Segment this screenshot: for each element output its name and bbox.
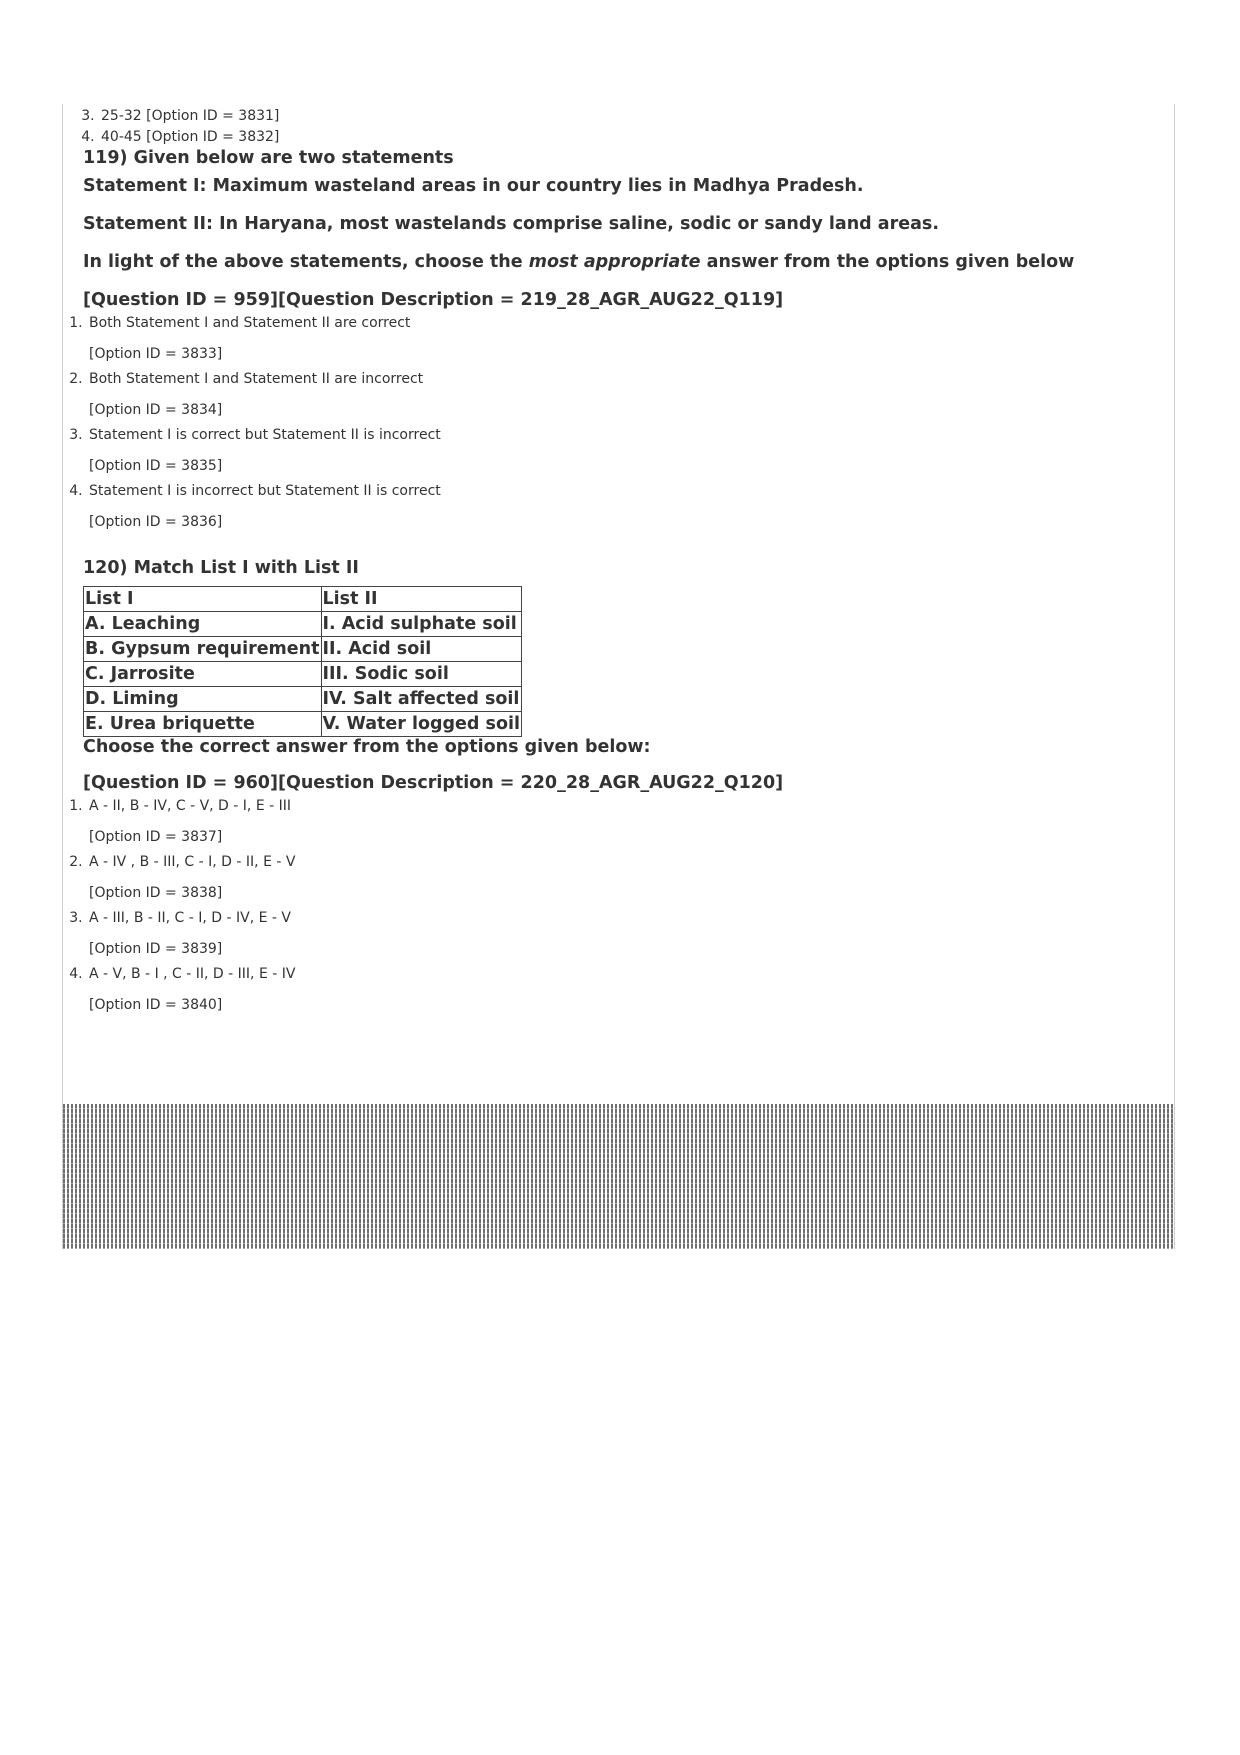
- table-header-cell: List I: [84, 587, 322, 612]
- table-row: [84, 612, 522, 637]
- option-item: [87, 312, 1174, 368]
- option-text: 2. Both Statement I and Statement II are incorrect: [89, 371, 424, 387]
- option-text: 3. A - III, B - II, C - I, D - IV, E - V: [89, 910, 292, 926]
- option-id: [Option ID = 3835]: [89, 458, 223, 474]
- table-cell: D. Liming: [84, 687, 322, 712]
- option-item: [87, 907, 1174, 963]
- question-title: 119) Given below are two statements: [83, 148, 454, 168]
- question-id: [Question ID = 960][Question Description = 220_28_AGR_AUG22_Q120]: [83, 773, 784, 793]
- option-text: 1. A - II, B - IV, C - V, D - I, E - III: [89, 798, 292, 814]
- instruction-text-end: answer from the options given below: [700, 252, 1075, 272]
- option-id: [Option ID = 3836]: [89, 514, 223, 530]
- table-cell: A. Leaching: [84, 612, 322, 637]
- option-text: 25-32 [Option ID = 3831]: [101, 108, 280, 124]
- previous-question-options: [75, 106, 1174, 148]
- option-text: 4. Statement I is incorrect but Statement II is correct: [89, 483, 441, 499]
- option-text: 4. A - V, B - I , C - II, D - III, E - IV: [89, 966, 296, 982]
- option-item: [87, 424, 1174, 480]
- table-row: [84, 712, 522, 737]
- table-cell: E. Urea briquette: [84, 712, 322, 737]
- table-header-row: [84, 587, 522, 612]
- table-cell: C. Jarrosite: [84, 662, 322, 687]
- table-row: [84, 662, 522, 687]
- option-item: [87, 368, 1174, 424]
- instruction-emphasis: most appropriate: [528, 252, 701, 272]
- table-row: [84, 637, 522, 662]
- page-content: [63, 104, 1174, 1019]
- option-text: 40-45 [Option ID = 3832]: [101, 129, 280, 145]
- question-120: [83, 558, 1174, 580]
- option-item: [87, 795, 1174, 851]
- barcode-pattern: [63, 1104, 1174, 1249]
- question-id: [Question ID = 959][Question Description = 219_28_AGR_AUG22_Q119]: [83, 290, 784, 310]
- table-cell: III. Sodic soil: [321, 662, 521, 687]
- option-text: 1. Both Statement I and Statement II are correct: [89, 315, 411, 331]
- table-cell: IV. Salt affected soil: [321, 687, 521, 712]
- question-instruction: Choose the correct answer from the options given below:: [83, 737, 651, 757]
- table-cell: II. Acid soil: [321, 637, 521, 662]
- option-id: [Option ID = 3834]: [89, 402, 223, 418]
- table-row: [84, 687, 522, 712]
- question-instruction: [83, 252, 1174, 290]
- table-cell: B. Gypsum requirement: [84, 637, 322, 662]
- option-id: [Option ID = 3840]: [89, 997, 223, 1013]
- table-cell: I. Acid sulphate soil: [321, 612, 521, 637]
- table-cell: V. Water logged soil: [321, 712, 521, 737]
- option-item: [87, 851, 1174, 907]
- statement-1: Statement I: Maximum wasteland areas in our country lies in Madhya Pradesh.: [83, 176, 864, 196]
- question-120-options: [63, 795, 1174, 1019]
- option-id: [Option ID = 3833]: [89, 346, 223, 362]
- option-id: [Option ID = 3837]: [89, 829, 223, 845]
- option-item: [99, 127, 1174, 148]
- option-text: 2. A - IV , B - III, C - I, D - II, E - V: [89, 854, 296, 870]
- option-item: [87, 963, 1174, 1019]
- option-text: 3. Statement I is correct but Statement II is incorrect: [89, 427, 441, 443]
- statement-2: Statement II: In Haryana, most wastelands comprise saline, sodic or sandy land areas.: [83, 214, 939, 234]
- option-id: [Option ID = 3838]: [89, 885, 223, 901]
- match-table: [83, 586, 522, 737]
- question-119-options: [63, 312, 1174, 536]
- question-paper-page: [62, 104, 1175, 1249]
- question-119: [83, 148, 1174, 312]
- table-header-cell: List II: [321, 587, 521, 612]
- option-item: [87, 480, 1174, 536]
- question-120-footer: [83, 737, 1174, 795]
- option-id: [Option ID = 3839]: [89, 941, 223, 957]
- instruction-text: In light of the above statements, choose the: [83, 252, 529, 272]
- question-title: 120) Match List I with List II: [83, 558, 359, 578]
- option-item: [99, 106, 1174, 127]
